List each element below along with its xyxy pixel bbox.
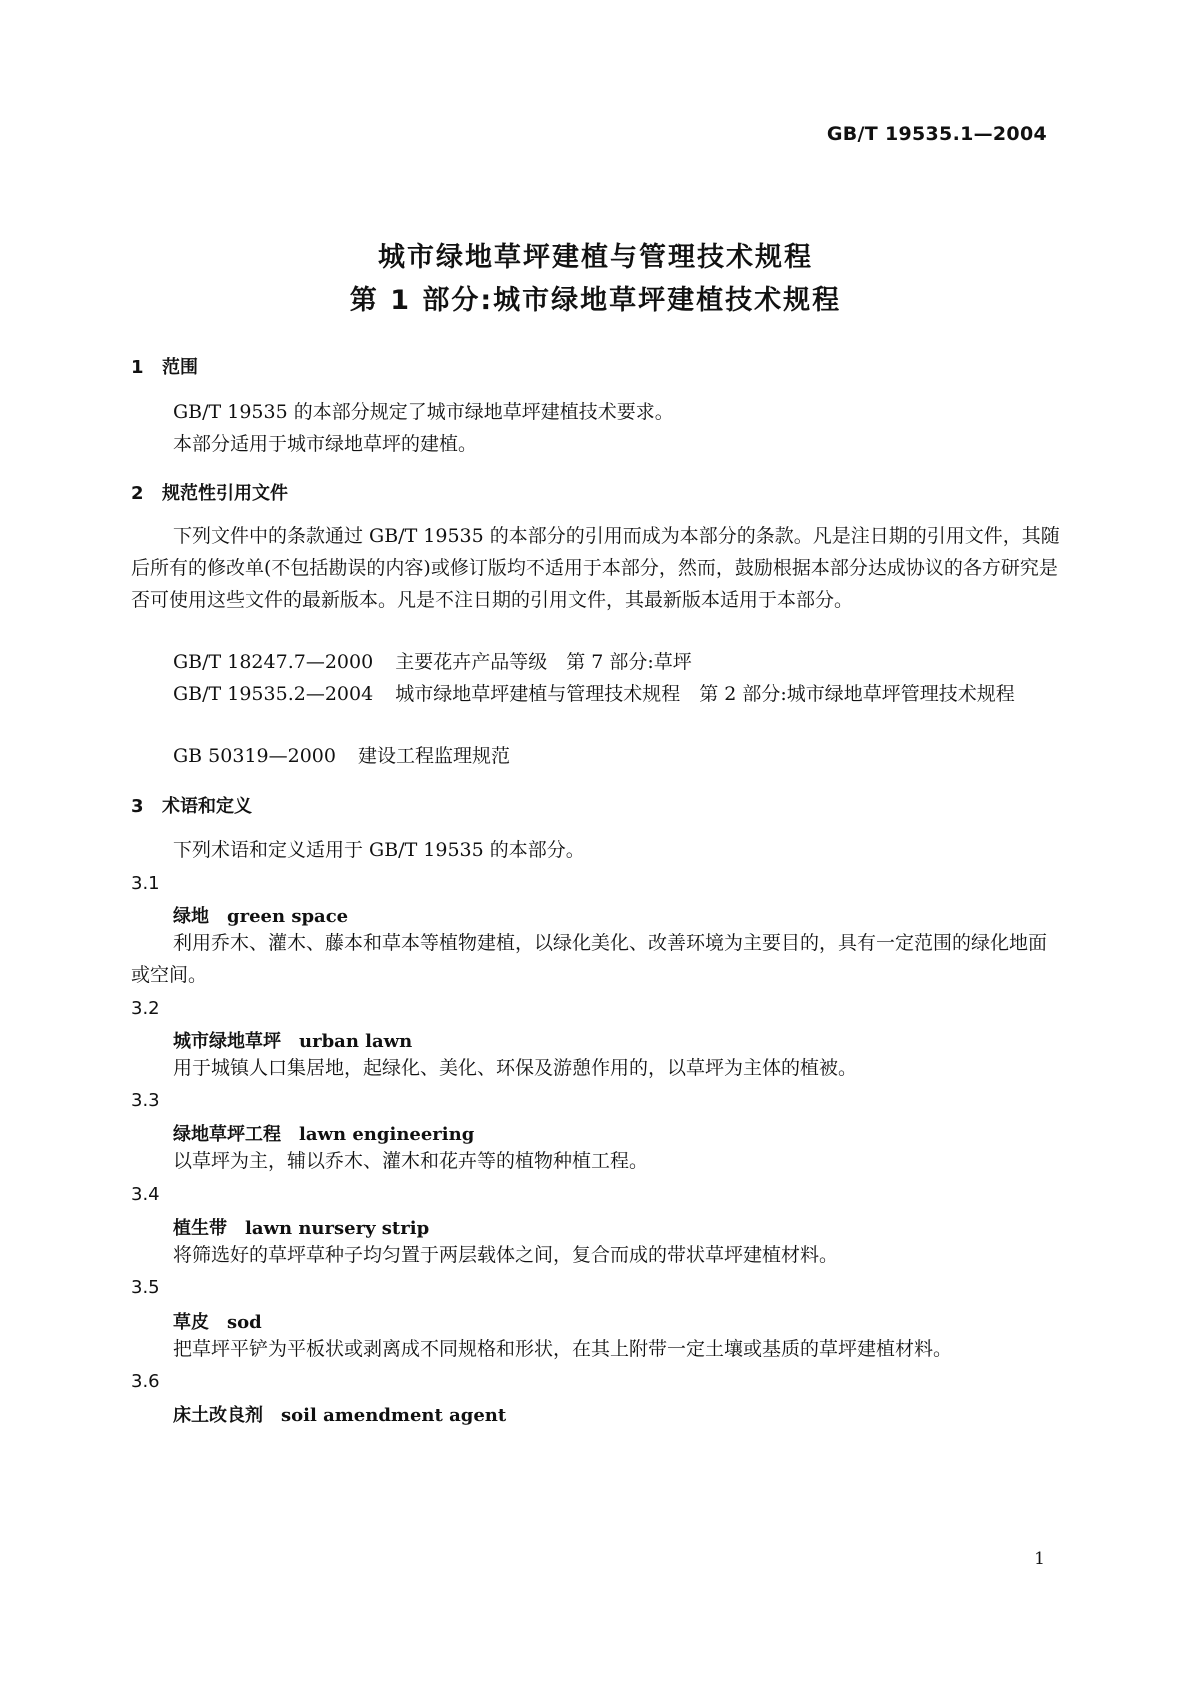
term-english: lawn nursery strip: [245, 1218, 430, 1239]
term-chinese: 床土改良剂: [173, 1405, 263, 1426]
reference-title: 建设工程监理规范: [357, 745, 510, 767]
reference-item: [131, 646, 1061, 678]
term-definition: 以草坪为主，辅以乔木、灌木和花卉等的植物种植工程。: [173, 1150, 649, 1172]
section-heading-normative-references: [131, 479, 288, 505]
term-english: urban lawn: [299, 1031, 413, 1052]
paragraph: 下列术语和定义适用于 GB/T 19535 的本部分。: [173, 839, 585, 861]
term-entry: [173, 1120, 474, 1146]
term-entry: [173, 1401, 506, 1427]
term-chinese: 草皮: [173, 1312, 209, 1333]
section-title: 术语和定义: [162, 796, 252, 817]
term-english: sod: [227, 1312, 262, 1333]
section-number: 3: [131, 796, 144, 817]
section-title: 范围: [162, 357, 198, 378]
reference-code: GB 50319—2000: [173, 745, 336, 767]
page-number: 1: [1034, 1549, 1045, 1569]
term-chinese: 植生带: [173, 1218, 227, 1239]
term-entry: [173, 1214, 429, 1240]
paragraph: 本部分适用于城市绿地草坪的建植。: [173, 433, 478, 455]
term-number: 3.5: [131, 1277, 160, 1298]
section-title: 规范性引用文件: [162, 483, 288, 504]
paragraph: GB/T 19535 的本部分规定了城市绿地草坪建植技术要求。: [173, 401, 674, 423]
term-number: 3.3: [131, 1090, 160, 1111]
reference-title: 城市绿地草坪建植与管理技术规程 第 2 部分:城市绿地草坪管理技术规程: [395, 683, 1015, 705]
reference-code: GB/T 19535.2—2004: [173, 683, 374, 705]
term-entry: [173, 1027, 412, 1053]
section-number: 1: [131, 357, 144, 378]
term-chinese: 城市绿地草坪: [173, 1031, 281, 1052]
document-title: 城市绿地草坪建植与管理技术规程: [378, 242, 813, 273]
term-number: 3.4: [131, 1184, 160, 1205]
term-english: soil amendment agent: [281, 1405, 507, 1426]
paragraph: 下列文件中的条款通过 GB/T 19535 的本部分的引用而成为本部分的条款。凡是注日期的引用文件，其随后所有的修改单(不包括勘误的内容)或修订版均不适用于本部分，然而，鼓励根据本部分达成协议的各方研究是否可使用这些文件的最新版本。凡是不注日期的引用文件，其最新版本适用于本部分。: [131, 525, 1060, 611]
term-definition: 用于城镇人口集居地，起绿化、美化、环保及游憩作用的，以草坪为主体的植被。: [173, 1057, 858, 1079]
section-number: 2: [131, 483, 144, 504]
term-english: green space: [227, 906, 349, 927]
document-subtitle: 第 1 部分:城市绿地草坪建植技术规程: [349, 285, 842, 316]
reference-code: GB/T 18247.7—2000: [173, 651, 374, 673]
reference-item: [131, 740, 1061, 772]
term-number: 3.2: [131, 998, 160, 1019]
reference-item: [131, 678, 1061, 710]
term-chinese: 绿地: [173, 906, 209, 927]
term-number: 3.6: [131, 1371, 160, 1392]
standard-number: GB/T 19535.1—2004: [826, 123, 1047, 145]
term-definition: 利用乔木、灌木、藤本和草本等植物建植，以绿化美化、改善环境为主要目的，具有一定范围的绿化地面或空间。: [131, 932, 1048, 986]
section-heading-terms: [131, 792, 252, 818]
term-number: 3.1: [131, 873, 160, 894]
term-english: lawn engineering: [299, 1124, 475, 1145]
term-definition: 将筛选好的草坪草种子均匀置于两层载体之间，复合而成的带状草坪建植材料。: [173, 1244, 839, 1266]
term-entry: [173, 902, 348, 928]
term-definition: 把草坪平铲为平板状或剥离成不同规格和形状，在其上附带一定土壤或基质的草坪建植材料。: [173, 1338, 953, 1360]
term-chinese: 绿地草坪工程: [173, 1124, 281, 1145]
reference-title: 主要花卉产品等级 第 7 部分:草坪: [395, 651, 692, 673]
term-entry: [173, 1308, 262, 1334]
section-heading-scope: [131, 353, 198, 379]
